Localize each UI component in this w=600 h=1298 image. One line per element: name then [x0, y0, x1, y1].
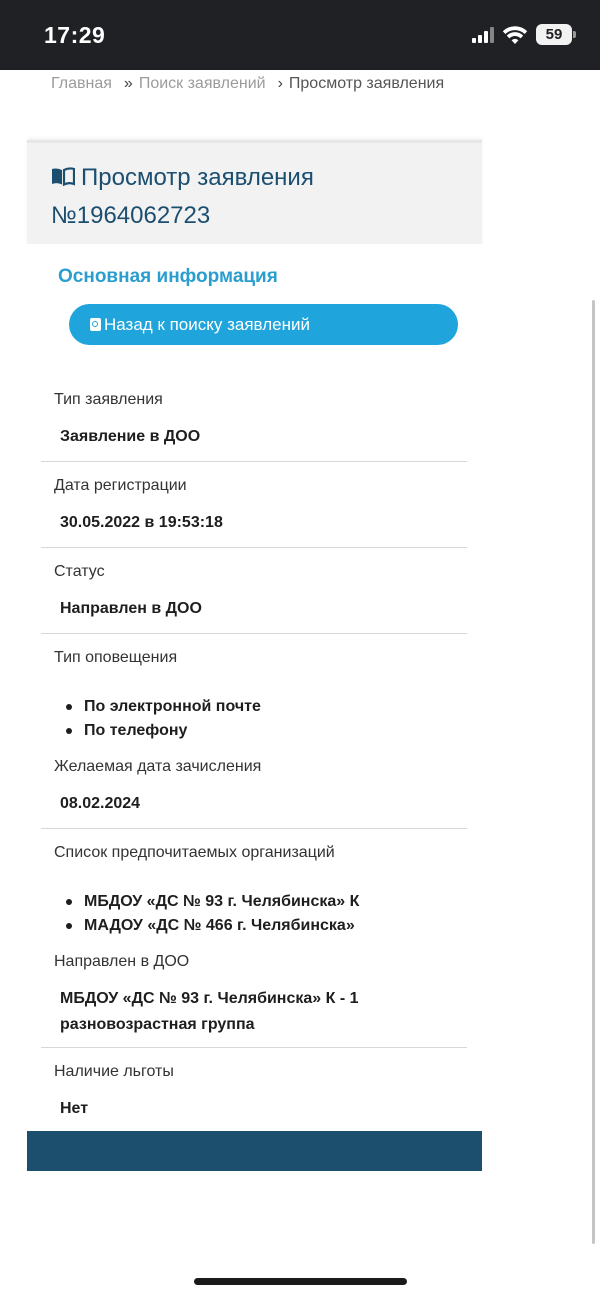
field-label-desired-date: Желаемая дата зачисления: [54, 758, 262, 775]
field-value-status: Направлен в ДОО: [60, 600, 202, 617]
breadcrumb: [51, 72, 471, 96]
search-document-icon: [90, 318, 101, 331]
field-label-benefit: Наличие льготы: [54, 1063, 174, 1080]
divider: [41, 828, 467, 829]
field-label-directed: Направлен в ДОО: [54, 953, 190, 970]
breadcrumb-current: Просмотр заявления: [288, 75, 445, 92]
scrollbar[interactable]: [592, 300, 595, 1244]
list-item: МБДОУ «ДС № 93 г. Челябинска» К: [66, 890, 359, 914]
field-value-reg-date: 30.05.2022 в 19:53:18: [60, 514, 223, 531]
field-label-orgs: Список предпочитаемых организаций: [54, 844, 335, 861]
list-item: По телефону: [66, 719, 261, 743]
battery-indicator: 59: [536, 24, 572, 45]
orgs-list: [66, 890, 359, 938]
breadcrumb-separator: »: [123, 75, 133, 92]
divider: [41, 633, 467, 634]
field-label-notify: Тип оповещения: [54, 649, 178, 666]
breadcrumb-home[interactable]: Главная: [51, 75, 112, 92]
book-icon: [51, 167, 75, 187]
status-bar: [0, 0, 600, 70]
field-label-reg-date: Дата регистрации: [54, 477, 187, 494]
footer-bar: [27, 1131, 482, 1171]
field-value-type: Заявление в ДОО: [60, 428, 201, 445]
back-button-label: Назад к поиску заявлений: [104, 315, 310, 334]
page-title-text: Просмотр заявления №1964062723: [51, 164, 314, 229]
breadcrumb-separator: ›: [277, 75, 283, 92]
status-time: 17:29: [44, 22, 106, 48]
field-value-directed: МБДОУ «ДС № 93 г. Челябинска» К - 1 разновозрастная группа: [60, 990, 359, 1033]
divider: [41, 461, 467, 462]
field-value-benefit: Нет: [60, 1100, 89, 1117]
list-item: По электронной почте: [66, 695, 261, 719]
notify-list: [66, 695, 261, 743]
divider: [41, 1047, 467, 1048]
status-icons: [472, 24, 572, 45]
wifi-icon: [502, 25, 528, 45]
back-to-search-button[interactable]: [69, 304, 458, 345]
list-item: МАДОУ «ДС № 466 г. Челябинска»: [66, 914, 359, 938]
home-indicator[interactable]: [194, 1278, 407, 1285]
signal-icon: [472, 26, 494, 43]
page-title: [51, 159, 471, 235]
field-value-desired-date: 08.02.2024: [60, 795, 141, 812]
section-title: Основная информация: [58, 266, 278, 287]
field-label-type: Тип заявления: [54, 391, 163, 408]
page-header: [27, 140, 482, 244]
breadcrumb-search[interactable]: Поиск заявлений: [138, 75, 266, 92]
divider: [41, 547, 467, 548]
field-label-status: Статус: [54, 563, 105, 580]
